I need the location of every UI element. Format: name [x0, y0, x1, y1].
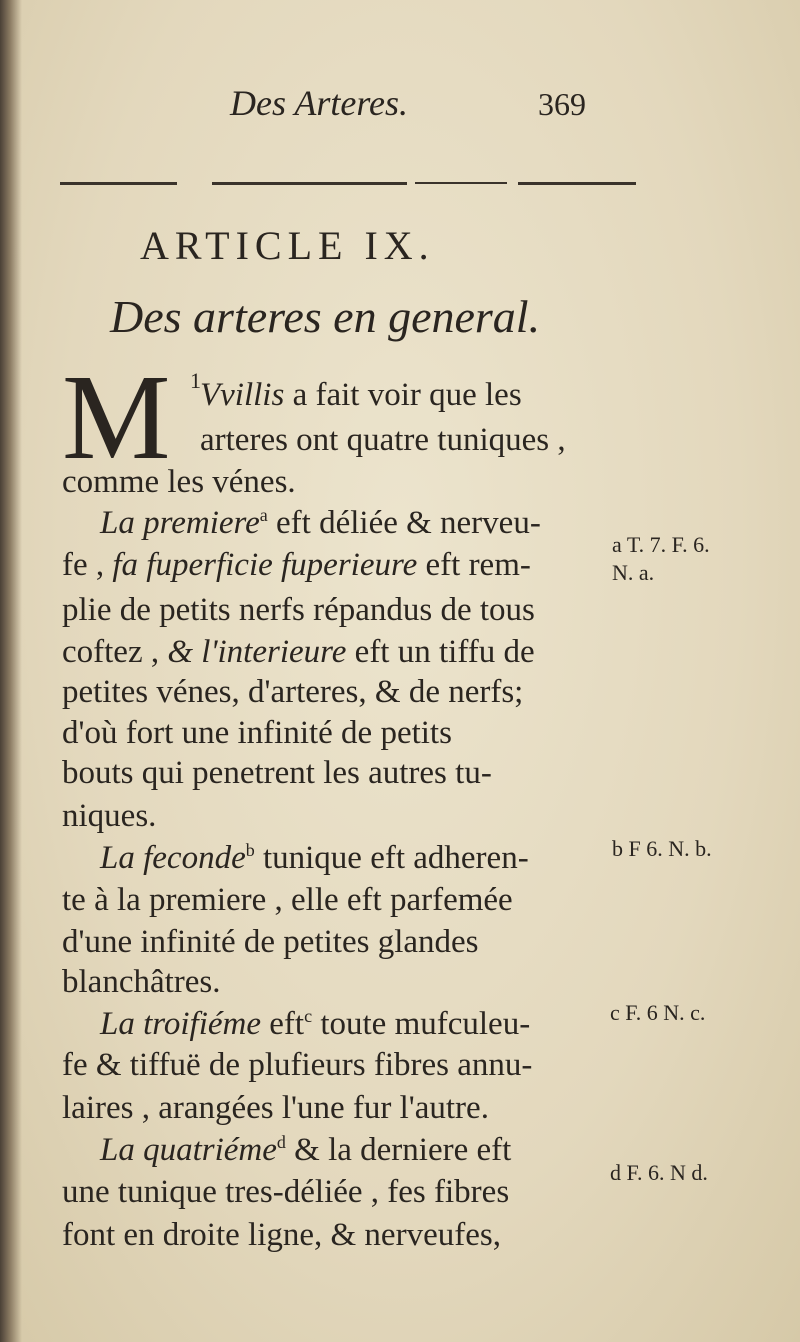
rule-segment: [212, 182, 407, 185]
text-line: [62, 590, 535, 630]
text-line: [100, 838, 529, 878]
text-run: te à la premiere , elle eft parfemée: [62, 882, 513, 918]
page-header: [0, 82, 800, 132]
italic-text: Vvillis: [200, 377, 285, 413]
text-run: une tunique tres-déliée , fes fibres: [62, 1174, 510, 1210]
text-line: [100, 1004, 530, 1044]
text-run: & la derniere eft: [285, 1132, 512, 1168]
text-run: eft: [261, 1006, 305, 1042]
text-run: petites vénes, d'arteres, & de nerfs;: [62, 674, 524, 710]
italic-text: fa fuperficie fuperieure: [112, 547, 418, 583]
text-run: laires , arangées l'une fur l'autre.: [62, 1090, 489, 1126]
rule-segment: [60, 182, 177, 185]
text-line: [200, 375, 522, 415]
text-run: eft un tiffu de: [346, 634, 535, 670]
text-line: [200, 420, 566, 460]
italic-text: & l'interieure: [167, 634, 347, 670]
text-line: [62, 796, 156, 836]
text-line: [100, 1130, 511, 1170]
drop-cap-footnote-mark: 1: [190, 368, 201, 393]
text-run: coftez ,: [62, 634, 168, 670]
text-run: arteres ont quatre tuniques ,: [200, 422, 566, 458]
text-run: niques.: [62, 798, 157, 834]
text-run: toute mufculeu-: [312, 1006, 531, 1042]
text-line: [62, 1215, 501, 1255]
text-run: eft rem-: [417, 547, 531, 583]
header-rule: [60, 178, 572, 188]
text-run: plie de petits nerfs répandus de tous: [62, 592, 535, 628]
page-gutter-shadow: [0, 0, 22, 1342]
text-run: fe ,: [62, 547, 113, 583]
rule-segment: [518, 182, 636, 185]
text-line: [62, 632, 535, 672]
text-run: d'une infinité de petites glandes: [62, 924, 479, 960]
text-run: blanchâtres.: [62, 964, 221, 1000]
text-run: bouts qui penetrent les autres tu-: [62, 755, 492, 791]
section-title: Des arteres en general.: [110, 291, 541, 342]
text-line: [62, 753, 492, 793]
footnote-mark: c: [304, 1006, 313, 1026]
text-run: d'où fort une infinité de petits: [62, 715, 452, 751]
text-run: comme les vénes.: [62, 464, 296, 500]
text-line: [62, 922, 479, 962]
text-run: font en droite ligne, & nerveufes,: [62, 1217, 501, 1253]
text-run: eft déliée & nerveu-: [267, 505, 541, 541]
text-line: [62, 962, 221, 1002]
text-line: [62, 713, 452, 753]
page-number: 369: [538, 86, 586, 122]
rule-segment: [415, 182, 507, 184]
italic-text: La premiere: [100, 505, 260, 541]
text-line: [100, 503, 541, 543]
text-line: [62, 1088, 489, 1128]
running-head: Des Arteres.: [230, 83, 408, 123]
margin-note-a-cont: N. a.: [612, 560, 655, 585]
margin-note-c: c F. 6 N. c.: [610, 1000, 706, 1025]
text-line: [62, 880, 513, 920]
italic-text: La troifiéme: [100, 1006, 262, 1042]
footnote-mark: a: [259, 505, 268, 525]
margin-note-a: a T. 7. F. 6.: [612, 532, 710, 557]
margin-note-b: b F 6. N. b.: [612, 836, 712, 861]
text-line: [62, 1172, 509, 1212]
article-title: ARTICLE IX.: [140, 223, 435, 268]
text-run: tunique eft adheren-: [254, 840, 529, 876]
drop-cap: M: [62, 350, 171, 485]
footnote-mark: b: [245, 840, 255, 860]
text-run: a fait voir que les: [284, 377, 522, 413]
italic-text: La feconde: [100, 840, 246, 876]
text-line: [62, 545, 531, 585]
footnote-mark: d: [276, 1132, 286, 1152]
text-run: fe & tiffuë de plufieurs fibres annu-: [62, 1047, 533, 1083]
text-line: [62, 1045, 532, 1085]
text-line: [62, 672, 523, 712]
margin-note-d: d F. 6. N d.: [610, 1160, 708, 1185]
text-line: [62, 462, 296, 502]
italic-text: La quatriéme: [100, 1132, 277, 1168]
